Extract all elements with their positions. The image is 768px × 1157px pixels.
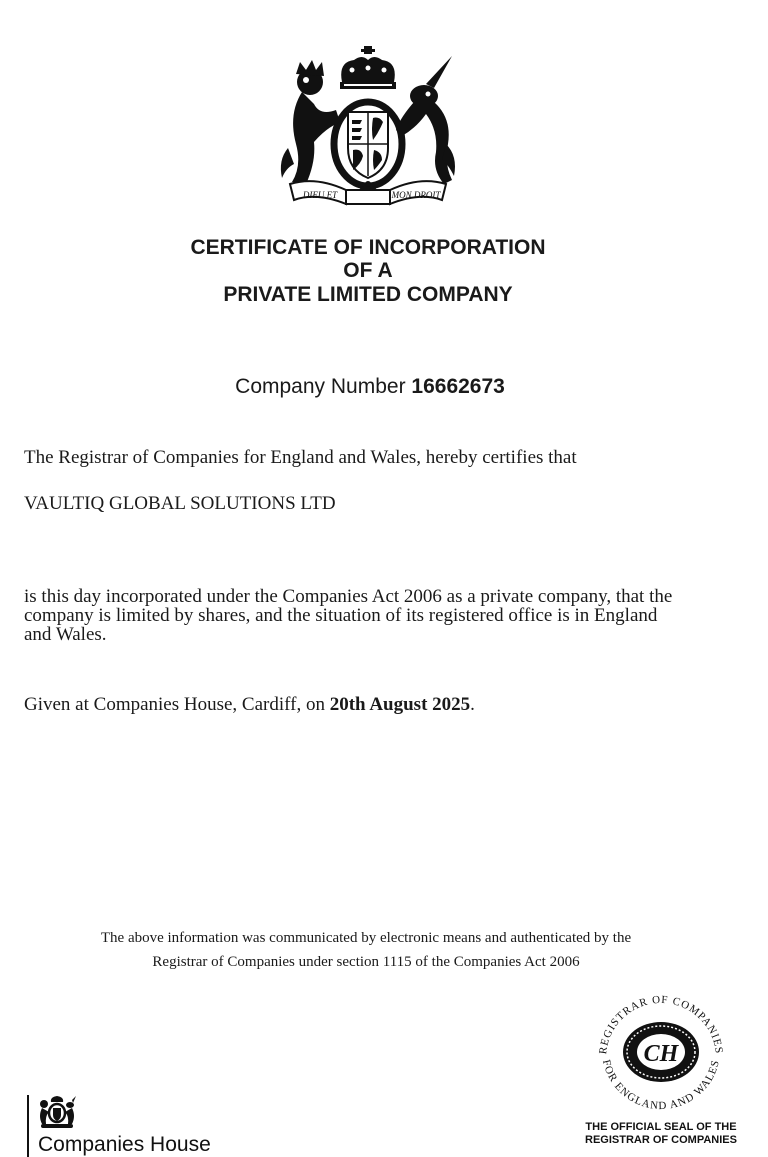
footnote-line-1: The above information was communicated by electronic means and authenticated by the bbox=[100, 930, 632, 946]
given-suffix: . bbox=[470, 694, 475, 715]
companies-house-logo-bar bbox=[27, 1095, 29, 1157]
company-number-label: Company Number bbox=[235, 375, 406, 398]
incorporation-line-3: and Wales. bbox=[24, 624, 107, 645]
companies-house-logo-icon bbox=[36, 1094, 78, 1130]
given-date: 20th August 2025 bbox=[329, 694, 471, 715]
seal-ring-text-bottom: FOR ENGLAND AND WALES bbox=[599, 1058, 723, 1113]
company-number bbox=[0, 374, 740, 400]
companies-house-logo-text: Companies House bbox=[38, 1133, 211, 1156]
company-name: VAULTIQ GLOBAL SOLUTIONS LTD bbox=[24, 493, 336, 514]
certificate-title-line-2: OF A bbox=[343, 259, 393, 282]
incorporation-statement bbox=[24, 587, 744, 644]
certification-intro: The Registrar of Companies for England and Wales, hereby certifies that bbox=[24, 447, 577, 468]
official-seal-icon bbox=[592, 990, 730, 1126]
seal-monogram: CH bbox=[643, 1041, 679, 1067]
royal-coat-of-arms-icon bbox=[276, 44, 460, 208]
incorporation-line-2: company is limited by shares, and the situation of its registered office is in England bbox=[24, 605, 658, 626]
given-at-statement bbox=[24, 695, 744, 714]
seal-caption-line-2: REGISTRAR OF COMPANIES bbox=[585, 1134, 737, 1146]
certificate-title-line-3: PRIVATE LIMITED COMPANY bbox=[223, 283, 513, 306]
certificate-title-line-1: CERTIFICATE OF INCORPORATION bbox=[190, 236, 546, 259]
seal-caption bbox=[560, 1121, 762, 1147]
company-number-value: 16662673 bbox=[411, 375, 505, 398]
seal-ring-text: REGISTRAR OF COMPANIES bbox=[597, 993, 725, 1055]
given-prefix: Given at Companies House, Cardiff, on bbox=[24, 694, 325, 715]
incorporation-line-1: is this day incorporated under the Companies Act 2006 as a private company, that the bbox=[24, 586, 673, 607]
motto-right: MON DROIT bbox=[391, 190, 441, 200]
motto-left: DIEU ET bbox=[302, 190, 338, 200]
footnote-line-2: Registrar of Companies under section 1115 of the Companies Act 2006 bbox=[152, 954, 580, 970]
seal-caption-line-1: THE OFFICIAL SEAL OF THE bbox=[585, 1121, 737, 1133]
